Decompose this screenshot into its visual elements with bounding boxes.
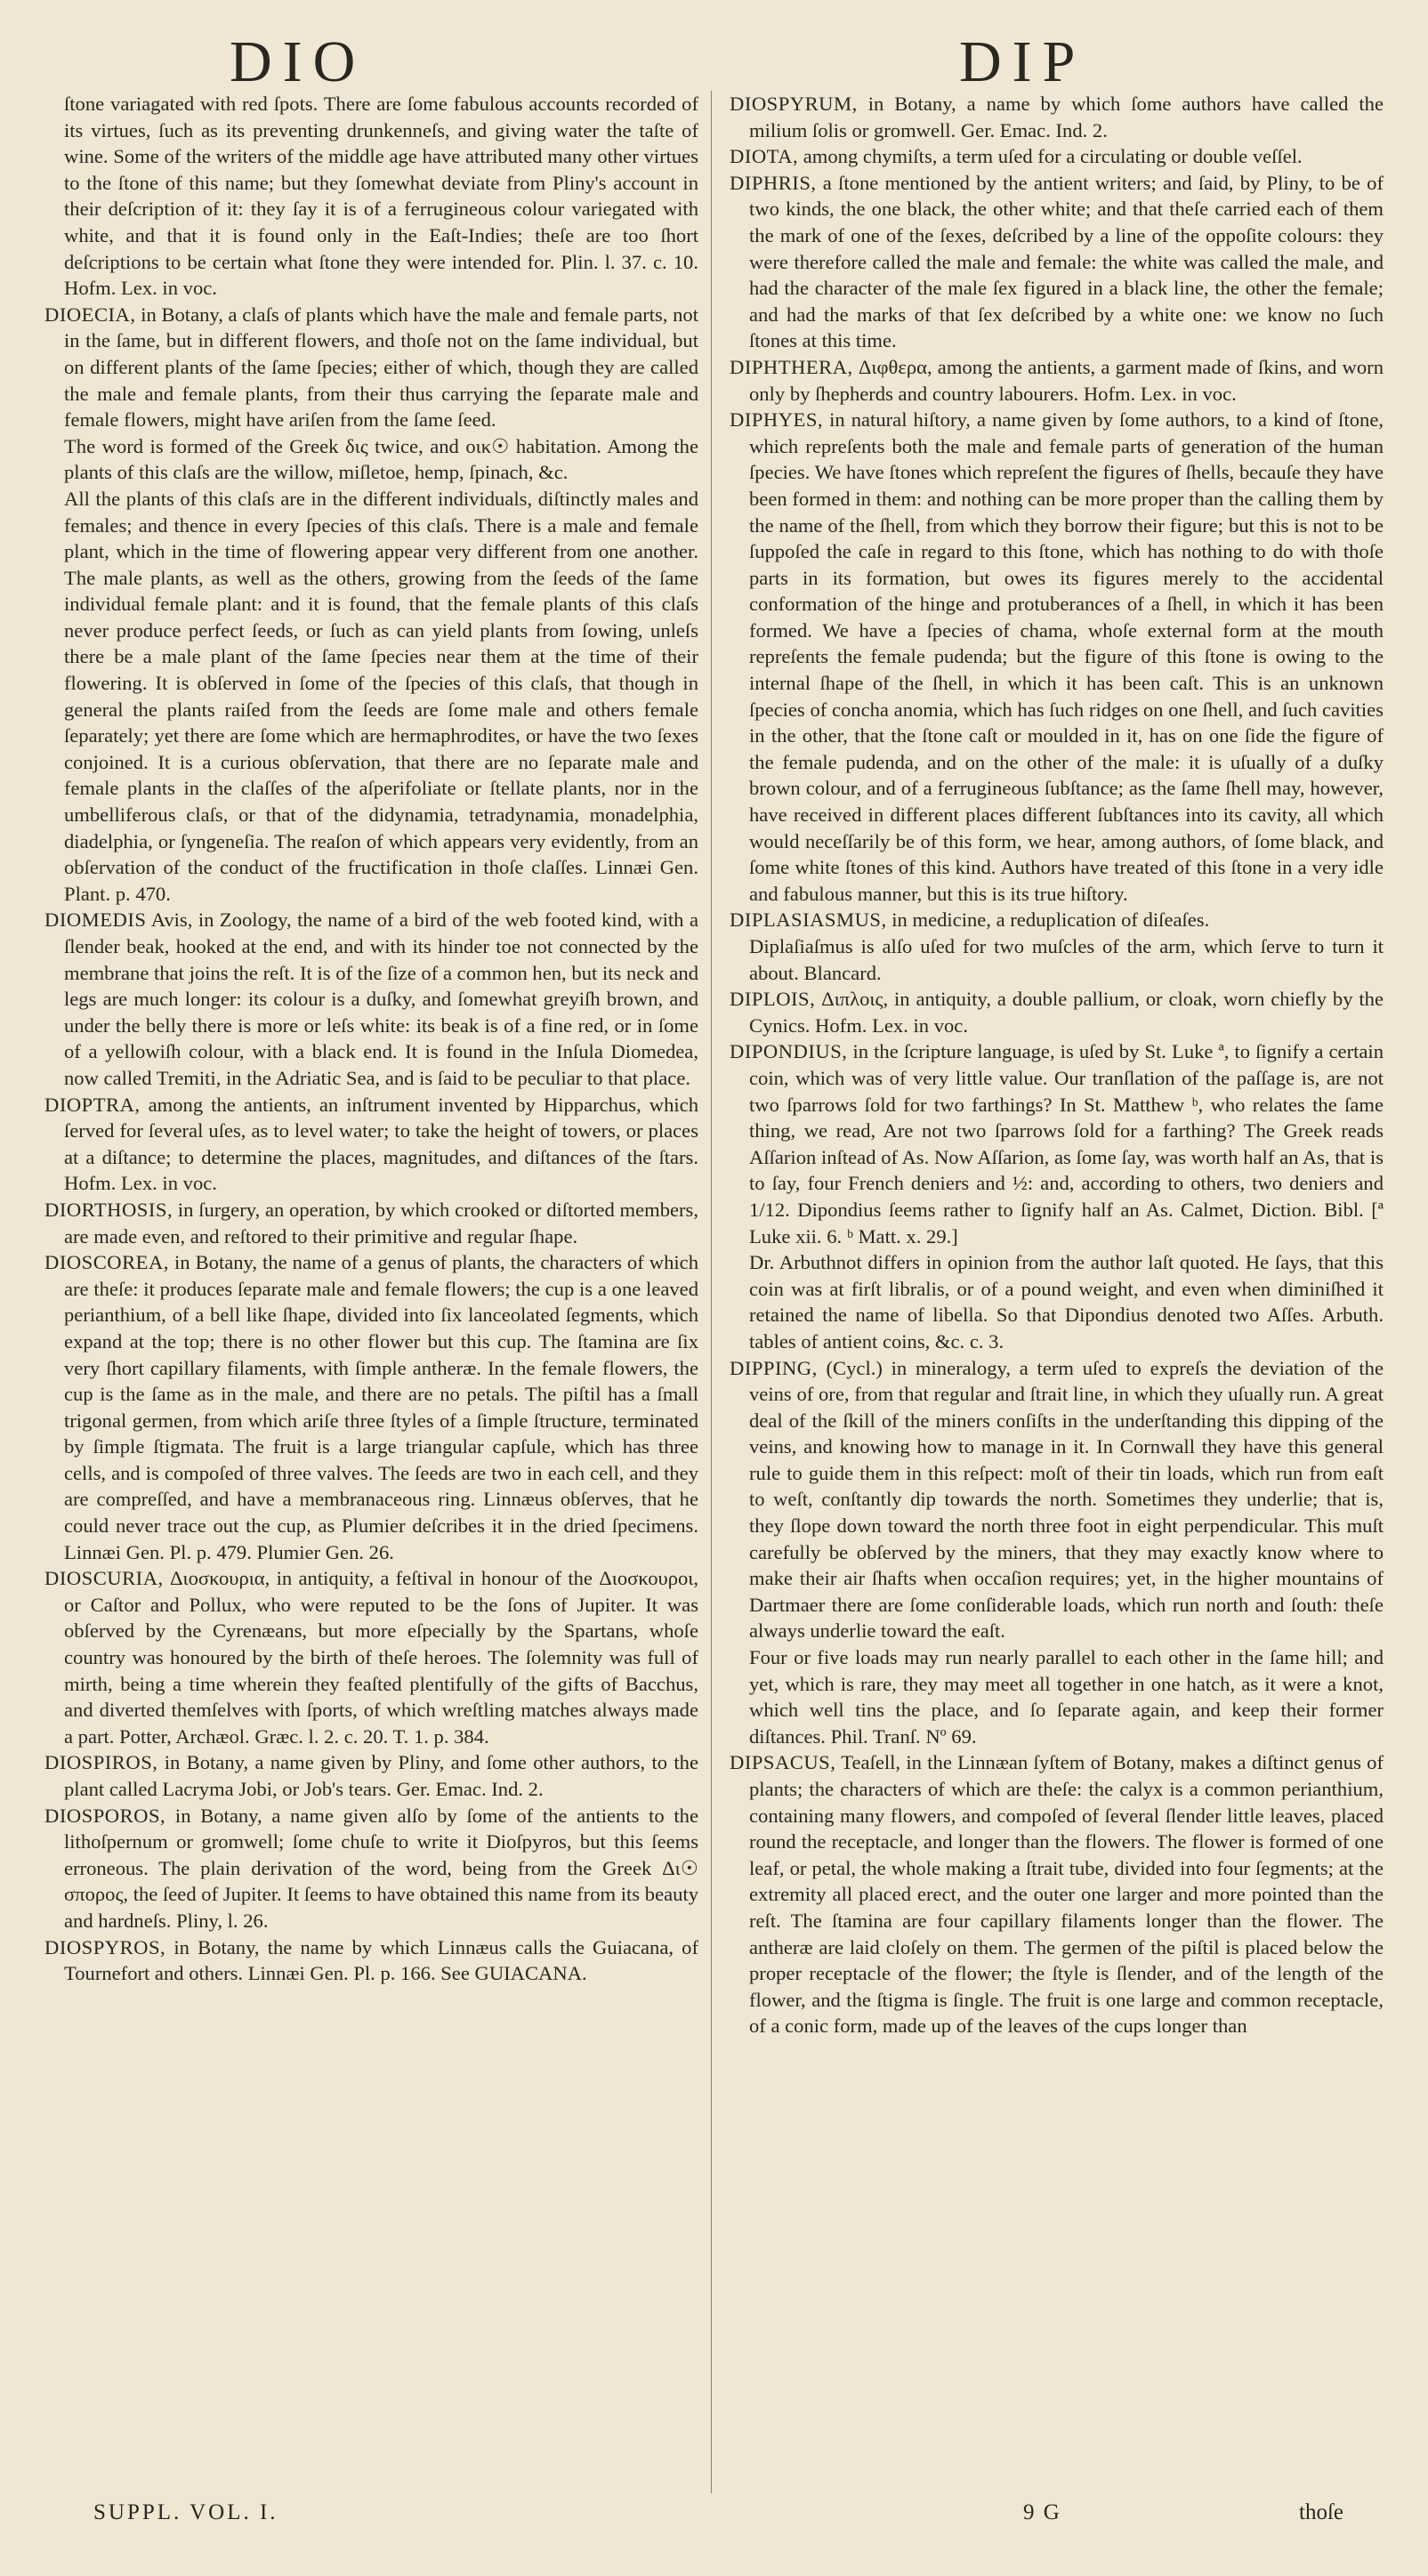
entry-text: Διφθερα, among the antients, a garment made of ſkins, and worn only by ſhepherds and country labourers. Hofm. Lex. in voc.	[749, 355, 1384, 405]
dictionary-entry	[730, 986, 1384, 1038]
entry-headword: DIPLOIS,	[730, 988, 816, 1011]
entry-headword: DIOSPOROS,	[44, 1804, 166, 1827]
entry-headword: DIOSCURIA,	[44, 1567, 164, 1590]
entry-paragraph	[730, 1249, 1384, 1354]
dictionary-entry	[730, 1355, 1384, 1645]
entry-headword: DIPHTHERA,	[730, 355, 853, 378]
dictionary-entry	[730, 907, 1384, 933]
entry-headword: DIOSCOREA,	[44, 1251, 169, 1274]
dictionary-entry	[730, 170, 1384, 354]
entry-text: ſtone variagated with red ſpots. There are ſome fabulous accounts recorded of its virtues, ſuch as its preventing drunkenneſs, and giving water the taſte of wine. Some of the writers of the middle age have attributed many other virtues to the ſtone of this name; but they ſomewhat deviate from Pliny's account in their deſcription of it: they ſay it is of a ferrugineous colour variegated with white, and that it is found only in the Eaſt-Indies; theſe are too ſhort deſcriptions to be certain what ſtone they were intended for. Plin. l. 37. c. 10. Hofm. Lex. in voc.	[64, 93, 698, 300]
dictionary-entry	[730, 1749, 1384, 2039]
entry-paragraph	[730, 933, 1384, 986]
entry-paragraph	[44, 433, 698, 486]
entry-headword: DIPHRIS,	[730, 171, 817, 194]
entry-text: in Botany, the name by which Linnæus calls the Guiacana, of Tournefort and others. Linnæi Gen. Pl. p. 166. See GUIACANA.	[64, 1935, 698, 1985]
entry-paragraph	[44, 91, 698, 302]
entry-text: in the ſcripture language, is uſed by St. Luke ª, to ſignify a certain coin, which was of very little value. Our tranſlation of the paſſage is, are not two ſparrows ſold for two farthings? In St. Matthew ᵇ, who relates the ſame thing, we read, Are not two ſparrows ſold for a farthing? The Greek reads Aſſarion inſtead of As. Now Aſſarion, as ſome ſay, was worth half an As, that is to ſay, four French deniers and ½: and, according to others, two deniers and 1/12. Dipondius ſeems rather to ſignify half an As. Calmet, Diction. Bibl. [ª Luke xii. 6. ᵇ Matt. x. 29.]	[749, 1040, 1384, 1248]
dictionary-entry	[730, 91, 1384, 143]
dictionary-entry	[44, 907, 698, 1091]
entry-text: Four or five loads may run nearly parallel to each other in the ſame hill; and yet, which is rare, they may meet all together in one hatch, as it were a knot, which well tins the place, and ſo ſeparate again, and keep their former diſtances. Phil. Tranſ. Nº 69.	[749, 1646, 1384, 1748]
entry-text: in ſurgery, an operation, by which crooked or diſtorted members, are made even, and reſtored to their primitive and regular ſhape.	[64, 1198, 698, 1248]
dictionary-entry	[44, 1749, 698, 1802]
entry-text: in Botany, a name by which ſome authors have called the milium ſolis or gromwell. Ger. Emac. Ind. 2.	[749, 93, 1384, 141]
volume-label: SUPPL. VOL. I.	[93, 2500, 278, 2524]
dictionary-entry	[730, 407, 1384, 907]
dictionary-entry	[44, 302, 698, 433]
entry-paragraph	[44, 486, 698, 908]
running-header-left: DIO	[230, 29, 367, 94]
entry-text: in Botany, the name of a genus of plants, the characters of which are theſe: it produces ſeparate male and female flowers; the cup is a one leaved perianthium, of a bell like ſhape, divided into ſix lanceolated ſegments, which expand at the top; there is no other flower but this cup. The ſtamina are ſix very ſhort capillary filaments, with ſimple antheræ. In the female flowers, the cup is the ſame as in the male, and there are no petals. The piſtil has a ſmall trigonal germen, from which ariſe three ſtyles of a ſimple ſtructure, terminated by ſimple ſtigmata. The fruit is a large triangular capſule, which has three cells, and is compoſed of three valves. The ſeeds are two in each cell, and they are compreſſed, and have a membranaceous ring. Linnæus obſerves, that he could never trace out the cup, as Plumier deſcribes it in the dried ſpecimens. Linnæi Gen. Pl. p. 479. Plumier Gen. 26.	[64, 1251, 698, 1563]
entry-headword: DIOMEDIS	[44, 908, 147, 932]
entry-text: The word is formed of the Greek δις twice, and οικ☉ habitation. Among the plants of this claſs are the willow, miſletoe, hemp, ſpinach, &c.	[64, 434, 698, 484]
column-divider	[711, 91, 712, 2493]
entry-headword: DIPSACUS,	[730, 1751, 836, 1774]
entry-headword: DIOPTRA,	[44, 1093, 141, 1116]
dictionary-entry	[44, 1565, 698, 1749]
dictionary-entry	[730, 354, 1384, 407]
entry-headword: DIOTA,	[730, 145, 799, 168]
entry-headword: DIOECIA,	[44, 303, 136, 326]
entry-headword: DIPONDIUS,	[730, 1040, 848, 1063]
entry-text: (Cycl.) in mineralogy, a term uſed to expreſs the deviation of the veins of ore, from that regular and ſtrait line, in which they uſually run. A great deal of the ſkill of the miners conſiſts in the underſtanding this dipping of the veins, and knowing how to manage in it. In Cornwall they have this general rule to guide them in this reſpect: moſt of their tin loads, which run from eaſt to weſt, conſtantly dip towards the north. Sometimes they underlie; that is, they ſlope down toward the north three foot in eight perpendicular. This muſt carefully be obſerved by the miners, that they may exactly know where to make their air ſhafts when occaſion requires; yet, in the higher mountains of Dartmaer there are ſome conſiderable loads, which run north and ſouth: theſe always underlie toward the eaſt.	[749, 1356, 1384, 1643]
entry-text: Diplaſiaſmus is alſo uſed for two muſcles of the arm, which ſerve to turn it about. Blancard.	[749, 935, 1384, 984]
entry-headword: DIPPING,	[730, 1356, 818, 1379]
entry-paragraph	[730, 1644, 1384, 1749]
entry-text: in medicine, a reduplication of diſeaſes.	[886, 908, 1210, 932]
entry-headword: DIORTHOSIS,	[44, 1198, 173, 1221]
entry-text: a ſtone mentioned by the antient writers; and ſaid, by Pliny, to be of two kinds, the one black, the other white; and that theſe carried each of them the mark of one of the ſexes, deſcribed by a line of the oppoſite colours: they were therefore called the male and female: the white was called the male, and had the character of the male ſex figured in a black line, the other the female; and had the marks of that ſex deſcribed by a white one: we know no ſuch ſtones at this time.	[749, 171, 1384, 352]
entry-text: in Botany, a name given alſo by ſome of the antients to the lithoſpernum or gromwell; ſome chuſe to write it Dioſpyros, but this ſeems erroneous. The plain derivation of the word, being from the Greek Δι☉ σπορος, the ſeed of Jupiter. It ſeems to have obtained this name from its beauty and hardneſs. Pliny, l. 26.	[64, 1804, 698, 1932]
entry-headword: DIPHYES,	[730, 408, 824, 432]
dictionary-entry	[44, 1803, 698, 1934]
entry-text: in Botany, a name given by Pliny, and ſome other authors, to the plant called Lacryma Jobi, or Job's tears. Ger. Emac. Ind. 2.	[64, 1751, 698, 1800]
entry-text: Dr. Arbuthnot differs in opinion from the author laſt quoted. He ſays, that this coin was at firſt libralis, or of a pound weight, and even when diminiſhed it retained the name of libella. So that Dipondius denoted two Aſſes. Arbuth. tables of antient coins, &c. c. 3.	[749, 1251, 1384, 1353]
entry-headword: DIOSPYRUM,	[730, 93, 858, 115]
text-columns	[44, 91, 1384, 2493]
entry-headword: DIOSPYROS,	[44, 1935, 166, 1958]
dictionary-entry	[44, 1092, 698, 1197]
entry-headword: DIOSPIROS,	[44, 1751, 158, 1774]
entry-text: among the antients, an inſtrument invented by Hipparchus, which ſerved for ſeveral uſes, as to level water; to take the height of towers, or places at a diſtance; to determine the places, magnitudes, and diſtances of the ſtars. Hofm. Lex. in voc.	[64, 1093, 698, 1195]
entry-text: in Botany, a claſs of plants which have the male and female parts, not in the ſame, but in different flowers, and thoſe not on the ſame individual, but on different plants of the ſame ſpecies; either of which, though they are called the male and female plants, from their thus carrying the ſeparate male and female flowers, might have ariſen from the ſame ſeed.	[64, 303, 698, 432]
catchword: thoſe	[1299, 2500, 1343, 2524]
dictionary-entry	[44, 1934, 698, 1987]
entry-text: among chymiſts, a term uſed for a circulating or double veſſel.	[798, 145, 1303, 168]
running-headers	[43, 27, 1385, 98]
dictionary-entry	[730, 143, 1384, 170]
entry-text: Avis, in Zoology, the name of a bird of the web footed kind, with a ſlender beak, hooked at the end, and with its hinder toe not connected by the membrane that joins the reſt. It is of the ſize of a common hen, but its neck and legs are much longer: its colour is a duſky, and ſomewhat greyiſh brown, and under the belly there is more or leſs white: its beak is of a fine red, or in ſome of a yellowiſh colour, with a black end. It is found in the Inſula Diomedea, now called Tremiti, in the Adriatic Sea, and is ſaid to be peculiar to that place.	[64, 908, 698, 1089]
entry-text: Διοσκουρια, in antiquity, a feſtival in honour of the Διοσκουροι, or Caſtor and Pollux, who were reputed to be the ſons of Jupiter. It was obſerved by the Cyrenæans, but more eſpecially by the Spartans, whoſe country was honoured by the birth of theſe heroes. The ſolemnity was full of mirth, being a time wherein they feaſted plentifully of the gifts of Bacchus, and diverted themſelves with ſports, of which wreſtling matches always made a part. Potter, Archæol. Græc. l. 2. c. 20. T. 1. p. 384.	[64, 1567, 698, 1748]
left-column	[44, 91, 698, 2493]
entry-text: All the plants of this claſs are in the different individuals, diſtinctly males and females; and thence in every ſpecies of this claſs. There is a male and female plant, which in the time of flowering appear very different from one another. The male plants, as well as the others, growing from the ſeeds of the ſame individual female plant: and it is found, that the female plants of this claſs never produce perfect ſeeds, or ſuch as can yield plants from ſowing, unleſs there be a male plant of the ſame ſpecies near them at the time of their flowering. It is obſerved in ſome of the ſpecies of this claſs, that though in general the plants raiſed from the ſeeds are ſome male and others female ſeparately; yet there are ſome which are hermaphrodites, or have the two ſexes conjoined. It is a curious obſervation, that there are no ſeparate male and female plants in the claſſes of the aſperifoliate or ſtellate plants, nor in the umbelliferous claſs, or that of the didynamia, tetradynamia, monadelphia, diadelphia, or ſyngeneſia. The reaſon of which appears very evidently, from an obſervation of the conduct of the fructification in thoſe claſſes. Linnæi Gen. Plant. p. 470.	[64, 487, 698, 905]
dictionary-entry	[44, 1197, 698, 1249]
signature-mark: 9 G	[1023, 2500, 1061, 2524]
dictionary-entry	[44, 1249, 698, 1565]
right-column	[730, 91, 1384, 2493]
entry-headword: DIPLASIASMUS,	[730, 908, 887, 932]
page-footer	[0, 2500, 1428, 2536]
dictionary-entry	[730, 1038, 1384, 1249]
entry-text: Διπλοις, in antiquity, a double pallium, or cloak, worn chiefly by the Cynics. Hofm. Lex. in voc.	[749, 988, 1384, 1037]
entry-text: in natural hiſtory, a name given by ſome authors, to a kind of ſtone, which repreſents both the male and female parts of generation of the human ſpecies. We have ſtones which repreſent the figures of ſhells, becauſe they have been formed in them: and nothing can be more proper than the calling them by the name of the ſhell, from which they borrow their figure; but this is not to be ſuppoſed the caſe in regard to this ſtone, which has nothing to do with thoſe parts in its formation, but owes its figures merely to the accidental conformation of the hinge and protuberances of a ſhell, in which it has been formed. We have a ſpecies of chama, whoſe external form at the mouth repreſents the female pudenda; but the figure of this ſtone is owing to the internal ſhape of the ſhell, in which it has been caſt. This is an unknown ſpecies of concha anomia, which has ſuch ridges on one ſhell, and ſuch cavities in the other, that the ſtone caſt or moulded in it, has on one ſide the figure of the female pudenda, and on the other of the male: it is uſually of a duſky brown colour, and of a ferrugineous ſubſtance; as the ſame ſhell may, however, have received in different places different ſubſtances into its cavity, all which would neceſſarily be of this form, we hear, among authors, of ſome black, and ſome white ſtones of this kind. Authors have treated of this ſtone in a very idle and fabulous manner, but this is its true hiſtory.	[749, 408, 1384, 905]
entry-text: Teaſell, in the Linnæan ſyſtem of Botany, makes a diſtinct genus of plants; the characters of which are theſe: the calyx is a common perianthium, containing many flowers, and compoſed of ſeveral ſlender little leaves, placed round the receptacle, and longer than the flowers. The flower is formed of one leaf, or petal, the whole making a ſtrait tube, divided into four ſegments; at the extremity all placed erect, and the outer one larger and more pointed than the reſt. The ſtamina are four capillary filaments longer than the flower. The antheræ are laid cloſely on them. The germen of the piſtil is placed below the proper receptacle of the flower; the ſtyle is ſlender, and of the length of the flower, and the ſtigma is ſingle. The fruit is one large and common receptacle, of a conic form, made up of the leaves of the cups longer than	[749, 1751, 1384, 2038]
running-header-right: DIP	[959, 29, 1086, 94]
